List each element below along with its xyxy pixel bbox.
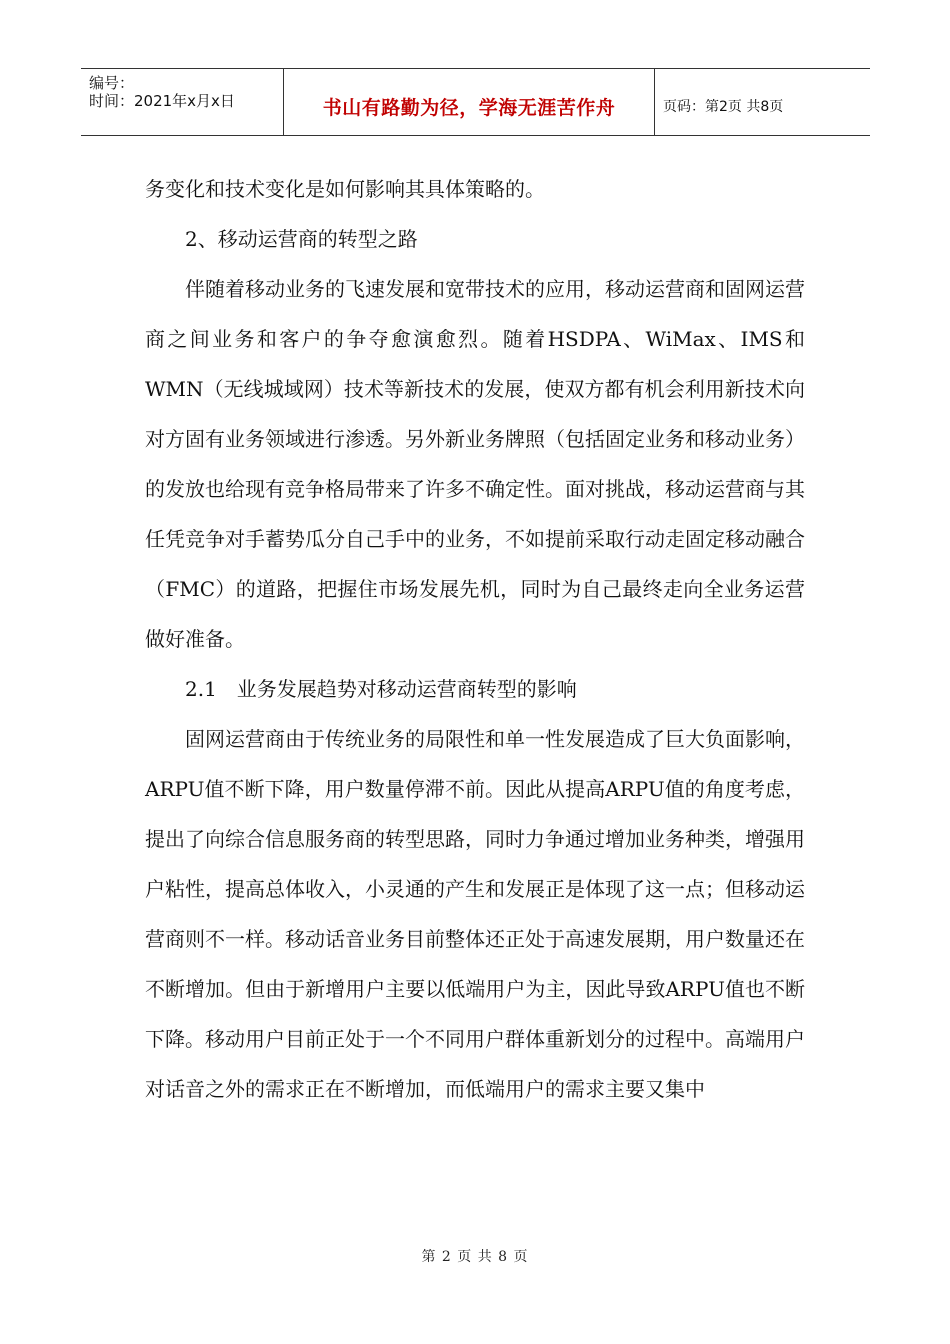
- paragraph: 固网运营商由于传统业务的局限性和单一性发展造成了巨大负面影响，ARPU值不断下降，用户数量停滞不前。因此从提高ARPU值的角度考虑，提出了向综合信息服务商的转型思路，同时力争通过增加业务种类，增强用户粘性，提高总体收入，小灵通的产生和发展正是体现了这一点；但移动运营商则不一样。移动话音业务目前整体还正处于高速发展期，用户数量还在不断增加。但由于新增用户主要以低端用户为主，因此导致ARPU值也不断下降。移动用户目前正处于一个不同用户群体重新划分的过程中。高端用户对话音之外的需求正在不断增加，而低端用户的需求主要又集中: [145, 727, 805, 1101]
- date-label: 时间：2021年x月x日: [89, 92, 235, 110]
- serial-number-label: 编号：: [89, 74, 135, 92]
- motto-text: 书山有路勤为径，学海无涯苦作舟: [322, 96, 616, 119]
- header-page-cell: [663, 69, 870, 135]
- page-footer: [0, 1246, 950, 1266]
- subsection-heading: 2.1 业务发展趋势对移动运营商转型的影响: [185, 677, 577, 701]
- paragraph-continuation: 务变化和技术变化是如何影响其具体策略的。: [145, 177, 545, 201]
- header-motto-cell: [283, 69, 655, 135]
- header-info-cell: [81, 69, 283, 135]
- document-body: [145, 164, 805, 1114]
- paragraph: 伴随着移动业务的飞速发展和宽带技术的应用，移动运营商和固网运营商之间业务和客户的争夺愈演愈烈。随着HSDPA、WiMax、IMS和WMN（无线城域网）技术等新技术的发展，使双方都有机会利用新技术向对方固有业务领域进行渗透。另外新业务牌照（包括固定业务和移动业务）的发放也给现有竞争格局带来了许多不确定性。面对挑战，移动运营商与其任凭竞争对手蓄势瓜分自己手中的业务，不如提前采取行动走固定移动融合（FMC）的道路，把握住市场发展先机，同时为自己最终走向全业务运营做好准备。: [145, 277, 805, 651]
- section-heading: 2、移动运营商的转型之路: [185, 227, 418, 251]
- page-header: [81, 68, 870, 136]
- page-code-label: 页码：第2页 共8页: [663, 99, 784, 115]
- footer-page-number: 第 2 页 共 8 页: [421, 1249, 529, 1265]
